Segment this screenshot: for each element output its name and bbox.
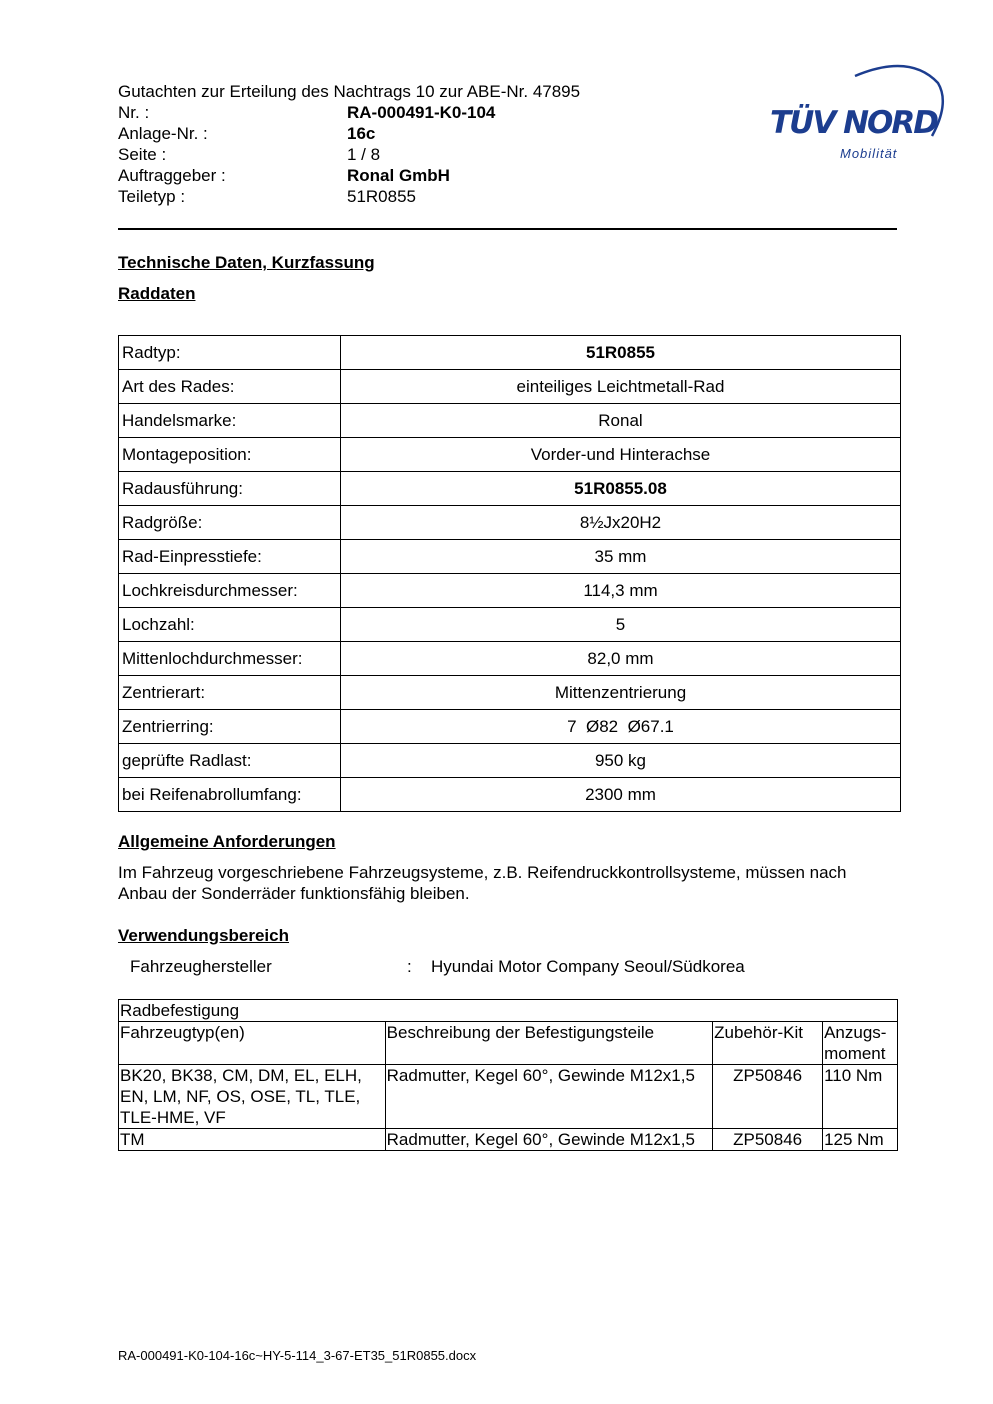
- hersteller-separator: :: [407, 957, 412, 976]
- table-row: [119, 574, 901, 608]
- raddaten-heading: Raddaten: [118, 284, 196, 303]
- raddaten-label: Lochkreisdurchmesser:: [119, 574, 341, 608]
- footer-filename: RA-000491-K0-104-16c~HY-5-114_3-67-ET35_51R0855.docx: [118, 1348, 477, 1363]
- allgemein-heading: Allgemeine Anforderungen: [118, 832, 336, 851]
- seite-label: Seite :: [118, 145, 167, 164]
- allgemein-text: Im Fahrzeug vorgeschriebene Fahrzeugsysteme, z.B. Reifendruckkontrollsysteme, müssen nach Anbau der Sonderräder funktionsfähig bleiben.: [118, 863, 847, 903]
- table-row: [119, 472, 901, 506]
- raddaten-label: Radtyp:: [119, 336, 341, 370]
- main-heading: Technische Daten, Kurzfassung: [118, 253, 375, 272]
- cell-typ: TM: [119, 1129, 386, 1151]
- raddaten-label: Zentrierart:: [119, 676, 341, 710]
- table-row: [119, 506, 901, 540]
- raddaten-label: Art des Rades:: [119, 370, 341, 404]
- table-row: [119, 1065, 898, 1129]
- raddaten-label: bei Reifenabrollumfang:: [119, 778, 341, 812]
- cell-beschreibung: Radmutter, Kegel 60°, Gewinde M12x1,5: [385, 1129, 713, 1151]
- table-row: [119, 404, 901, 438]
- logo-subtitle: Mobilität: [840, 146, 898, 161]
- raddaten-value: 5: [341, 608, 901, 642]
- auftraggeber-label: Auftraggeber :: [118, 166, 226, 185]
- cell-kit: ZP50846: [713, 1065, 823, 1129]
- raddaten-value: einteiliges Leichtmetall-Rad: [341, 370, 901, 404]
- table-row: [119, 1129, 898, 1151]
- raddaten-value: Vorder-und Hinterachse: [341, 438, 901, 472]
- raddaten-value: 51R0855.08: [341, 472, 901, 506]
- table-row: [119, 336, 901, 370]
- auftraggeber-value: Ronal GmbH: [347, 166, 450, 185]
- raddaten-value: 82,0 mm: [341, 642, 901, 676]
- raddaten-table: [118, 335, 901, 812]
- raddaten-label: Radausführung:: [119, 472, 341, 506]
- nr-value: RA-000491-K0-104: [347, 103, 496, 122]
- table-row: [119, 642, 901, 676]
- table-row: [119, 608, 901, 642]
- logo-text: TÜV NORD: [770, 105, 938, 141]
- table-row: [119, 710, 901, 744]
- column-header-beschreibung: Beschreibung der Befestigungsteile: [385, 1022, 713, 1065]
- teiletyp-value: 51R0855: [347, 187, 417, 206]
- cell-moment: 110 Nm: [823, 1065, 898, 1129]
- raddaten-label: Mittenlochdurchmesser:: [119, 642, 341, 676]
- cell-typ: BK20, BK38, CM, DM, EL, ELH, EN, LM, NF, OS, OSE, TL, TLE, TLE-HME, VF: [119, 1065, 386, 1129]
- column-header-kit: Zubehör-Kit: [713, 1022, 823, 1065]
- column-header-moment: Anzugs-moment: [823, 1022, 898, 1065]
- raddaten-value: 35 mm: [341, 540, 901, 574]
- cell-beschreibung: Radmutter, Kegel 60°, Gewinde M12x1,5: [385, 1065, 713, 1129]
- raddaten-label: Zentrierring:: [119, 710, 341, 744]
- table-row: [119, 438, 901, 472]
- raddaten-value: 950 kg: [341, 744, 901, 778]
- seite-value: 1 / 8: [347, 145, 381, 164]
- raddaten-label: Handelsmarke:: [119, 404, 341, 438]
- raddaten-label: Rad-Einpresstiefe:: [119, 540, 341, 574]
- raddaten-value: 7 Ø82 Ø67.1: [341, 710, 901, 744]
- raddaten-value: 114,3 mm: [341, 574, 901, 608]
- hersteller-label: Fahrzeughersteller: [130, 957, 272, 976]
- hersteller-value: Hyundai Motor Company Seoul/Südkorea: [431, 957, 745, 976]
- raddaten-label: Montageposition:: [119, 438, 341, 472]
- befestigung-table: [118, 999, 898, 1151]
- table-row: [119, 744, 901, 778]
- raddaten-value: 2300 mm: [341, 778, 901, 812]
- cell-kit: ZP50846: [713, 1129, 823, 1151]
- anlage-value: 16c: [347, 124, 376, 143]
- anlage-label: Anlage-Nr. :: [118, 124, 208, 143]
- befestigung-title: Radbefestigung: [119, 1000, 898, 1022]
- table-row: [119, 676, 901, 710]
- raddaten-value: Ronal: [341, 404, 901, 438]
- teiletyp-label: Teiletyp :: [118, 187, 186, 206]
- nr-label: Nr. :: [118, 103, 150, 122]
- raddaten-label: Lochzahl:: [119, 608, 341, 642]
- raddaten-value: Mittenzentrierung: [341, 676, 901, 710]
- table-row: [119, 1000, 898, 1022]
- table-row: [119, 778, 901, 812]
- raddaten-label: geprüfte Radlast:: [119, 744, 341, 778]
- cell-moment: 125 Nm: [823, 1129, 898, 1151]
- raddaten-value: 51R0855: [341, 336, 901, 370]
- table-row: [119, 540, 901, 574]
- table-row: [119, 370, 901, 404]
- raddaten-value: 8½Jx20H2: [341, 506, 901, 540]
- raddaten-label: Radgröße:: [119, 506, 341, 540]
- document-title: Gutachten zur Erteilung des Nachtrags 10 zur ABE-Nr. 47895: [118, 82, 581, 101]
- table-header-row: [119, 1022, 898, 1065]
- header-divider: [118, 228, 897, 230]
- column-header-typ: Fahrzeugtyp(en): [119, 1022, 386, 1065]
- verwendung-heading: Verwendungsbereich: [118, 926, 289, 945]
